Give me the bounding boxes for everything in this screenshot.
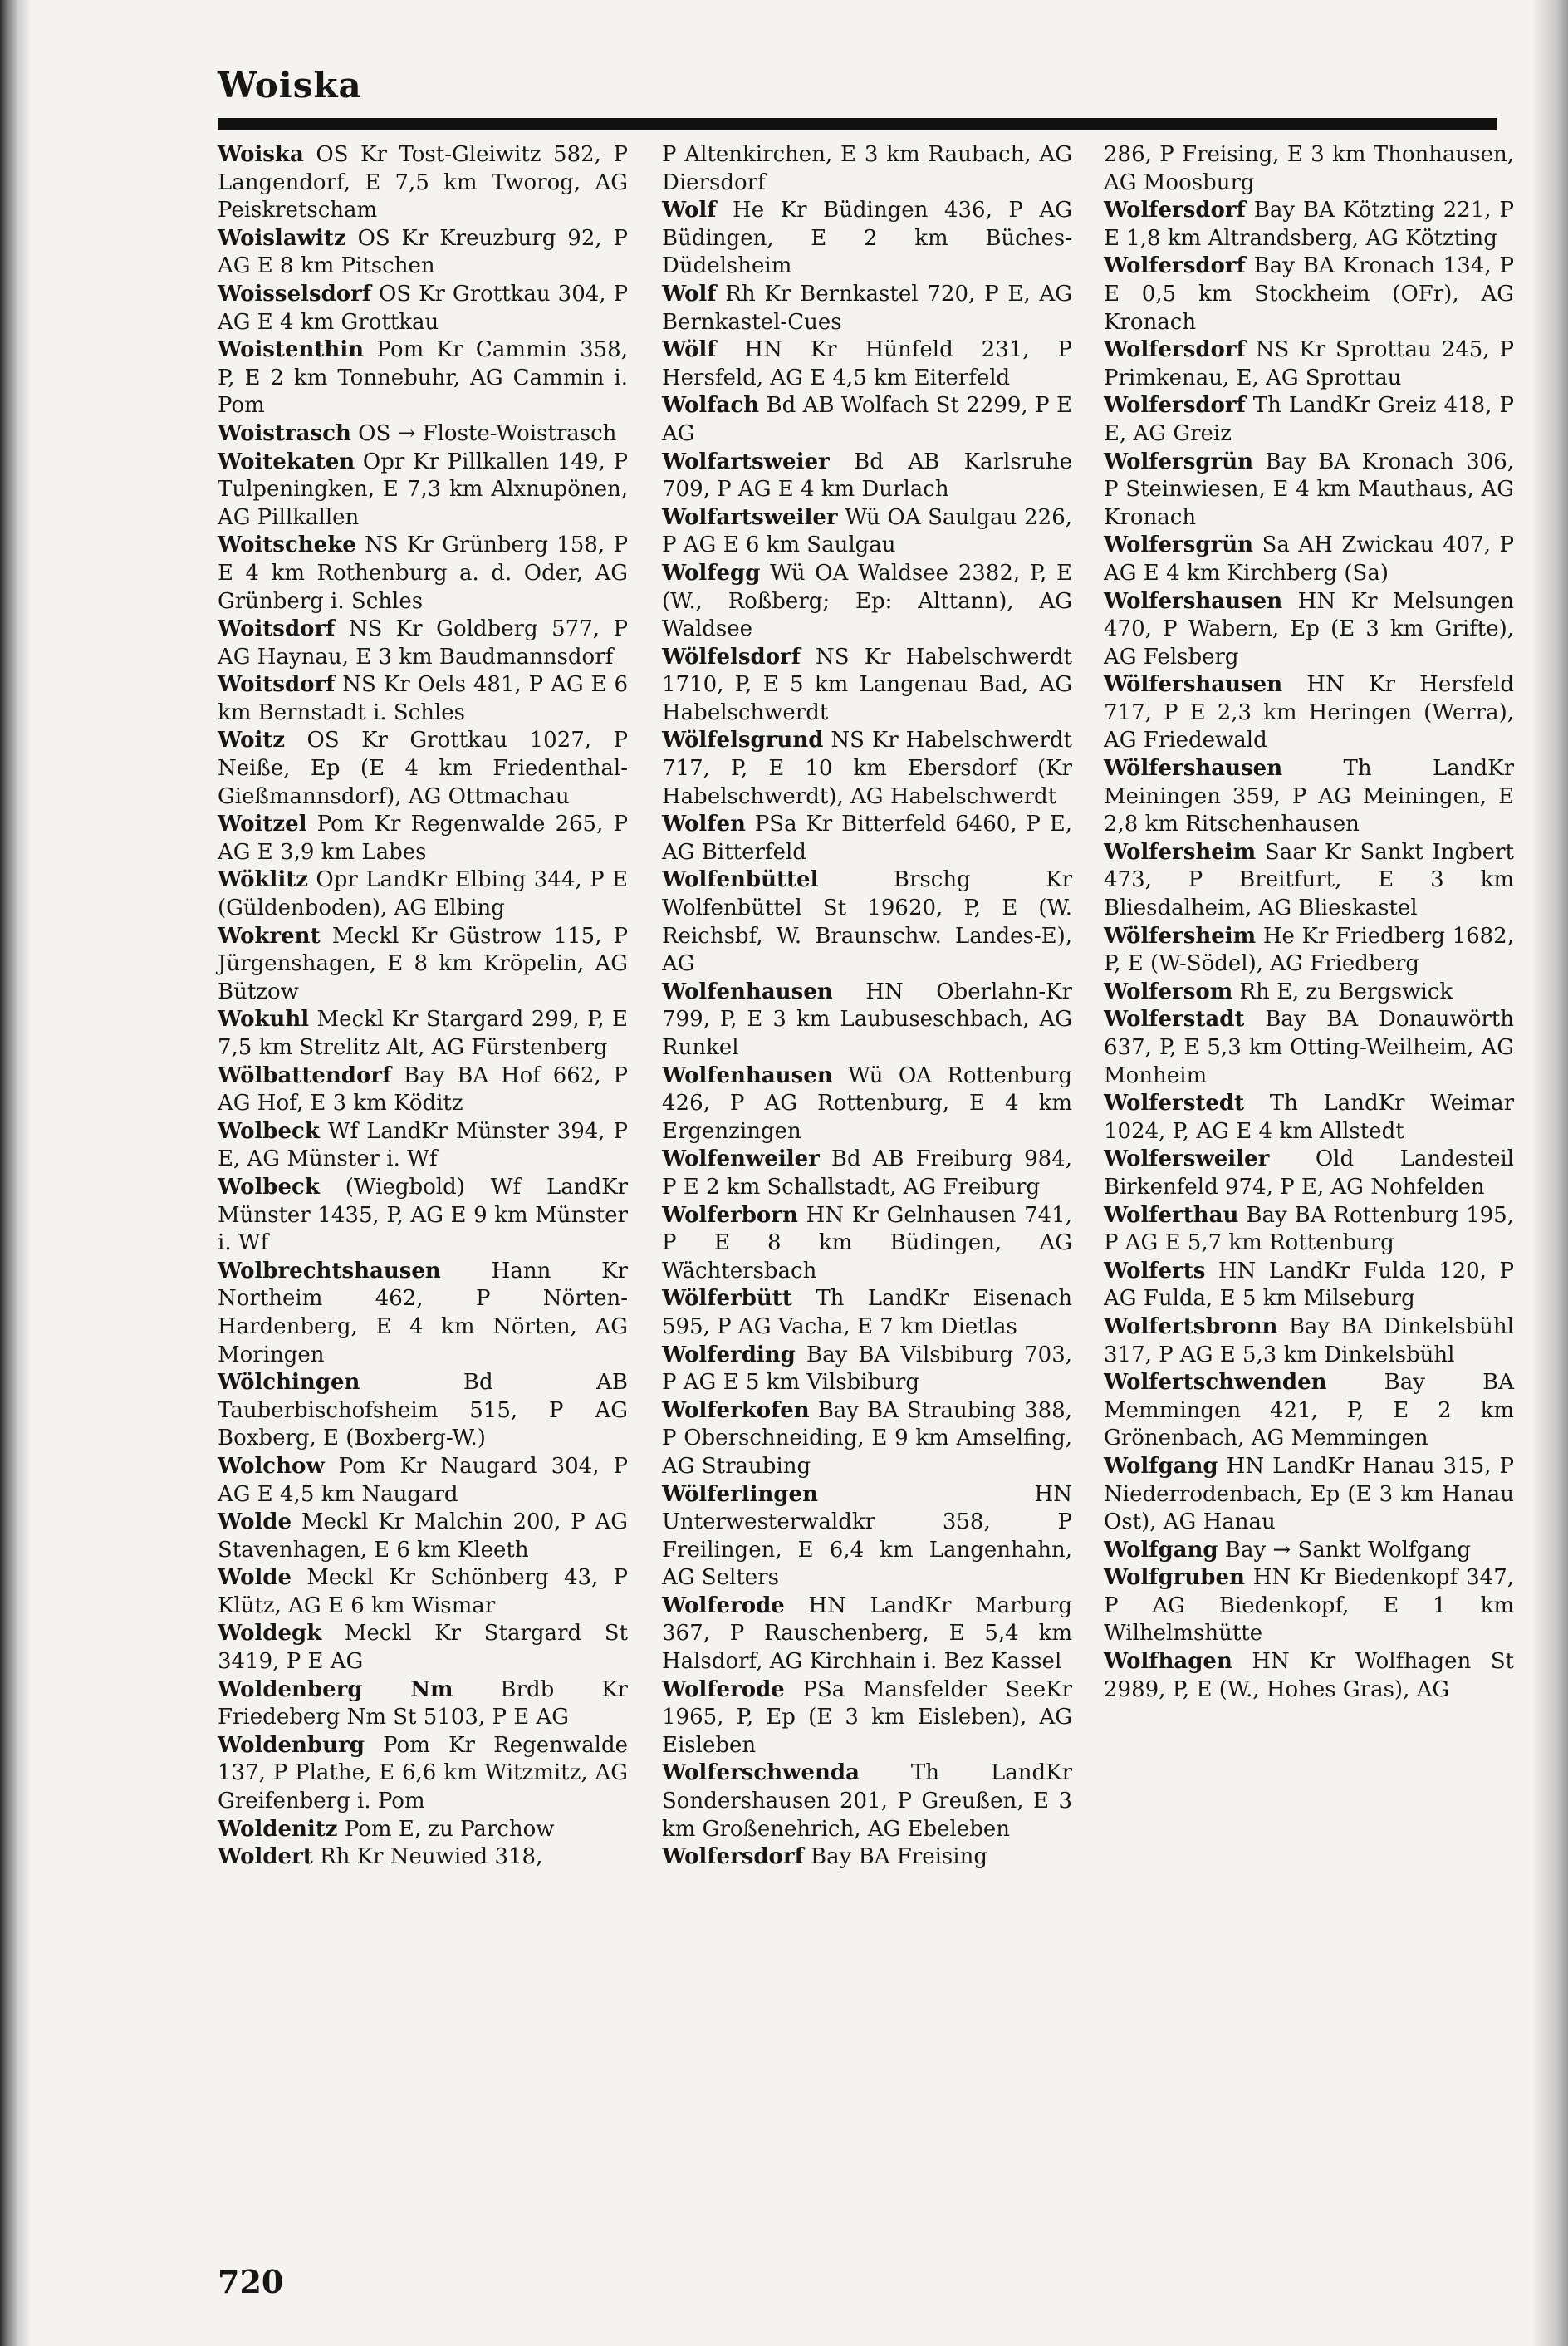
entry-headword: Wolfersdorf — [1104, 337, 1246, 363]
entry-headword: Woitz — [218, 728, 286, 753]
entry-headword: Woitzel — [218, 812, 307, 837]
entry-text: Th LandKr Meiningen 359, P AG Meiningen, E 2,8 km Ritschenhausen — [1104, 756, 1514, 837]
entry-headword: Wolfartsweiler — [662, 504, 838, 530]
entry-text: OS Kr Grottkau 1027, P Neiße, Ep (E 4 km Friedenthal-Gießmannsdorf), AG Ottmachau — [218, 728, 628, 809]
entry-text: HN Kr Hersfeld 717, P E 2,3 km Heringen (Werra), AG Friedewald — [1104, 672, 1514, 753]
gazetteer-entry — [218, 1006, 628, 1062]
entry-text: Rh Kr Bernkastel 720, P E, AG Bernkastel-Cues — [662, 281, 1072, 335]
entry-headword: Wolfersdorf — [1104, 253, 1246, 279]
entry-text: Bd AB Wolfach St 2299, P E AG — [662, 393, 1072, 446]
gazetteer-entry — [218, 811, 628, 866]
gazetteer-entry — [662, 560, 1072, 644]
entry-text: HN LandKr Fulda 120, P AG Fulda, E 5 km Milseburg — [1104, 1258, 1514, 1312]
entry-text: Meckl Kr Stargard 299, P, E 7,5 km Strelitz Alt, AG Fürstenberg — [218, 1007, 628, 1060]
entry-headword: Wolferode — [662, 1676, 785, 1702]
gazetteer-entry — [218, 1816, 628, 1844]
entry-text: Saar Kr Sankt Ingbert 473, P Breitfurt, E 3 km Bliesdalheim, AG Blieskastel — [1104, 839, 1514, 921]
entry-text: Meckl Kr Güstrow 115, P Jürgenshagen, E 8 km Kröpelin, AG Bützow — [218, 923, 628, 1004]
entry-text: Bay BA Kötzting 221, P E 1,8 km Altrandsberg, AG Kötzting — [1104, 198, 1514, 251]
entry-headword: Wolfach — [662, 393, 760, 419]
entry-headword: Wolferode — [662, 1593, 785, 1618]
entry-headword: Woislawitz — [218, 225, 346, 251]
gazetteer-entry — [662, 336, 1072, 392]
entry-headword: Wolfartsweier — [662, 449, 830, 474]
entry-headword: Woistrasch — [218, 420, 351, 446]
entry-headword: Wolferkofen — [662, 1397, 810, 1423]
gazetteer-entry — [218, 1258, 628, 1369]
entry-text: Bay BA Memmingen 421, P, E 2 km Grönenbach, AG Memmingen — [1104, 1370, 1514, 1451]
entry-headword: Wolde — [218, 1509, 292, 1535]
entry-text: NS Kr Oels 481, P AG E 6 km Bernstadt i. Schles — [218, 672, 628, 725]
entry-headword: Wolbeck — [218, 1174, 320, 1200]
entry-headword: Wölferlingen — [662, 1481, 819, 1507]
gazetteer-entry — [218, 336, 628, 420]
entry-headword: Woistenthin — [218, 337, 365, 363]
entry-text: Meckl Kr Schönberg 43, P Klütz, AG E 6 km Wismar — [218, 1565, 628, 1618]
gazetteer-entry — [218, 616, 628, 671]
entry-text: Pom Kr Regenwalde 137, P Plathe, E 6,6 km Witzmitz, AG Greifenberg i. Pom — [218, 1732, 628, 1814]
entry-headword: Wolfhagen — [1104, 1649, 1232, 1675]
entry-text: Old Landesteil Birkenfeld 974, P E, AG Nohfelden — [1104, 1146, 1514, 1200]
gazetteer-entry — [662, 866, 1072, 978]
entry-text: Bay BA Kronach 306, P Steinwiesen, E 4 km Mauthaus, AG Kronach — [1104, 449, 1514, 530]
entry-headword: Wokrent — [218, 923, 321, 949]
entry-text: Bay BA Kronach 134, P E 0,5 km Stockheim (OFr), AG Kronach — [1104, 253, 1514, 335]
gazetteer-entry — [1104, 253, 1514, 336]
entry-headword: Wolfgruben — [1104, 1565, 1245, 1591]
gazetteer-entry — [1104, 1146, 1514, 1201]
entry-text: (Wiegbold) Wf LandKr Münster 1435, P, AG E 9 km Münster i. Wf — [218, 1174, 628, 1256]
gazetteer-entry — [218, 1369, 628, 1453]
scan-edge-left — [0, 0, 32, 2346]
entry-text: HN Kr Melsungen 470, P Wabern, Ep (E 3 km Grifte), AG Felsberg — [1104, 588, 1514, 670]
entry-text: Pom Kr Naugard 304, P AG E 4,5 km Naugard — [218, 1453, 628, 1507]
gazetteer-entry — [662, 1760, 1072, 1843]
gazetteer-entry — [662, 1285, 1072, 1341]
entry-text: Brschg Kr Wolfenbüttel St 19620, P, E (W. Reichsbf, W. Braunschw. Landes-E), AG — [662, 867, 1072, 977]
gazetteer-entry — [218, 727, 628, 811]
entry-text: Wü OA Rottenburg 426, P AG Rottenburg, E 4 km Ergenzingen — [662, 1063, 1072, 1144]
column-2 — [662, 141, 1072, 1872]
gazetteer-entry — [1104, 532, 1514, 587]
entry-text: Hann Kr Northeim 462, P Nörten-Hardenberg, E 4 km Nörten, AG Moringen — [218, 1258, 628, 1367]
gazetteer-entry — [218, 281, 628, 336]
gazetteer-entry — [218, 671, 628, 727]
gazetteer-entry — [1104, 1090, 1514, 1146]
entry-headword: Woitekaten — [218, 449, 355, 474]
entry-headword: Woitscheke — [218, 533, 356, 558]
entry-headword: Wolferthau — [1104, 1202, 1239, 1228]
entry-headword: Woldert — [218, 1844, 313, 1870]
gazetteer-entry — [662, 504, 1072, 560]
entry-text: Meckl Kr Stargard St 3419, P E AG — [218, 1621, 628, 1675]
entry-text: Sa AH Zwickau 407, P AG E 4 km Kirchberg (Sa) — [1104, 533, 1514, 586]
entry-headword: Wolfertsbronn — [1104, 1313, 1278, 1339]
entry-text: NS Kr Grünberg 158, P E 4 km Rothenburg a. d. Oder, AG Grünberg i. Schles — [218, 533, 628, 614]
gazetteer-entry — [1104, 1313, 1514, 1369]
entry-headword: Woldenburg — [218, 1732, 365, 1758]
entry-text: NS Kr Goldberg 577, P AG Haynau, E 3 km Baudmannsdorf — [218, 616, 628, 670]
gazetteer-entry — [218, 225, 628, 281]
gazetteer-entry — [218, 1453, 628, 1509]
gazetteer-entry — [1104, 588, 1514, 672]
gazetteer-entry — [218, 866, 628, 922]
gazetteer-entry — [662, 1481, 1072, 1593]
entry-text: Rh E, zu Bergswick — [1232, 979, 1453, 1004]
gazetteer-entry — [662, 1202, 1072, 1286]
entry-headword: Wolbrechtshausen — [218, 1258, 441, 1283]
entry-text: PSa Mansfelder SeeKr 1965, P, Ep (E 3 km Eisleben), AG Eisleben — [662, 1676, 1072, 1758]
gazetteer-entry — [662, 1146, 1072, 1201]
gazetteer-entry — [218, 449, 628, 533]
entry-headword: Woldenberg Nm — [218, 1676, 453, 1702]
entry-headword: Wolf — [662, 281, 717, 307]
gazetteer-entry — [662, 1397, 1072, 1481]
entry-text: HN Kr Wolfhagen St 2989, P, E (W., Hohes Gras), AG — [1104, 1649, 1514, 1702]
running-head: Woiska — [218, 65, 362, 106]
gazetteer-entry — [218, 1843, 628, 1872]
gazetteer-entry — [218, 923, 628, 1007]
gazetteer-entry — [1104, 336, 1514, 392]
entry-headword: Wolfersgrün — [1104, 449, 1254, 474]
entry-headword: Wolfgang — [1104, 1537, 1218, 1563]
entry-headword: Wolferding — [662, 1342, 796, 1367]
page-number: 720 — [218, 2263, 284, 2300]
entry-headword: Wölchingen — [218, 1370, 360, 1396]
gazetteer-entry — [1104, 923, 1514, 979]
entry-text: HN Kr Biedenkopf 347, P AG Biedenkopf, E 1 km Wilhelmshütte — [1104, 1565, 1514, 1647]
entry-text: Rh Kr Neuwied 318, — [312, 1844, 543, 1870]
column-3 — [1104, 141, 1514, 1704]
entry-text: Pom E, zu Parchow — [337, 1816, 555, 1842]
gazetteer-entry — [1104, 1258, 1514, 1313]
entry-headword: Wolferts — [1104, 1258, 1206, 1283]
gazetteer-entry — [1104, 979, 1514, 1007]
entry-headword: Woisselsdorf — [218, 281, 372, 307]
entry-text: HN LandKr Hanau 315, P Niederrodenbach, Ep (E 3 km Hanau Ost), AG Hanau — [1104, 1453, 1514, 1535]
entry-text: Opr LandKr Elbing 344, P E (Güldenboden), AG Elbing — [218, 867, 628, 921]
entry-text: Th LandKr Sondershausen 201, P Greußen, E 3 km Großenehrich, AG Ebeleben — [662, 1760, 1072, 1842]
entry-text: He Kr Friedberg 1682, P, E (W-Södel), AG Friedberg — [1104, 923, 1514, 977]
gazetteer-entry — [662, 141, 1072, 197]
entry-headword: Woitsdorf — [218, 672, 336, 698]
entry-headword: Wolfen — [662, 812, 746, 837]
gazetteer-entry — [662, 1063, 1072, 1146]
entry-headword: Wolferschwenda — [662, 1760, 860, 1786]
entry-headword: Wölfersheim — [1104, 923, 1257, 949]
entry-text: Th LandKr Eisenach 595, P AG Vacha, E 7 km Dietlas — [662, 1286, 1072, 1339]
gazetteer-entry — [218, 1620, 628, 1676]
entry-text: NS Kr Sprottau 245, P Primkenau, E, AG Sprottau — [1104, 337, 1514, 390]
gazetteer-entry — [1104, 197, 1514, 253]
entry-headword: Wolbeck — [218, 1118, 320, 1144]
entry-text: P Altenkirchen, E 3 km Raubach, AG Diersdorf — [662, 142, 1072, 195]
entry-headword: Wolferborn — [662, 1202, 798, 1228]
gazetteer-entry — [662, 644, 1072, 728]
entry-headword: Wolferstadt — [1104, 1007, 1245, 1033]
gazetteer-entry — [662, 811, 1072, 866]
gazetteer-entry — [1104, 839, 1514, 923]
entry-text: Wf LandKr Münster 394, P E, AG Münster i. Wf — [218, 1118, 628, 1172]
entry-headword: Wölf — [662, 337, 717, 363]
entry-headword: Woitsdorf — [218, 616, 336, 642]
entry-text: OS Kr Grottkau 304, P AG E 4 km Grottkau — [218, 281, 628, 335]
gazetteer-entry — [1104, 141, 1514, 197]
entry-headword: Wokuhl — [218, 1007, 310, 1033]
gazetteer-entry — [218, 1676, 628, 1732]
entry-headword: Wolfersweiler — [1104, 1146, 1270, 1172]
entry-headword: Woldegk — [218, 1621, 322, 1647]
gazetteer-entry — [662, 1593, 1072, 1676]
entry-headword: Wolfershausen — [1104, 588, 1283, 614]
entry-headword: Wolde — [218, 1565, 292, 1591]
entry-text: HN Unterwesterwaldkr 358, P Freilingen, E 6,4 km Langenhahn, AG Selters — [662, 1481, 1072, 1591]
entry-headword: Wolfgang — [1104, 1453, 1218, 1479]
gazetteer-entry — [1104, 1369, 1514, 1453]
column-1 — [218, 141, 628, 1872]
gazetteer-entry — [218, 1564, 628, 1620]
gazetteer-entry — [1104, 1537, 1514, 1565]
gazetteer-entry — [218, 1063, 628, 1118]
gazetteer-entry — [218, 1174, 628, 1258]
entry-headword: Wolfertschwenden — [1104, 1370, 1327, 1396]
entry-headword: Wolfersdorf — [1104, 198, 1246, 223]
entry-headword: Wolfersdorf — [1104, 393, 1246, 419]
entry-text: 286, P Freising, E 3 km Thonhausen, AG Moosburg — [1104, 142, 1514, 195]
entry-headword: Wölfelsdorf — [662, 644, 801, 670]
gazetteer-entry — [218, 1118, 628, 1174]
gazetteer-entry — [1104, 755, 1514, 839]
entry-headword: Wölferbütt — [662, 1286, 792, 1312]
entry-text: NS Kr Habelschwerdt 717, P, E 10 km Ebersdorf (Kr Habelschwerdt), AG Habelschwerdt — [662, 728, 1072, 809]
entry-headword: Wolfersgrün — [1104, 533, 1254, 558]
entry-text: HN Kr Hünfeld 231, P Hersfeld, AG E 4,5 km Eiterfeld — [662, 337, 1072, 390]
gazetteer-entry — [1104, 1564, 1514, 1648]
entry-text: OS Kr Tost-Gleiwitz 582, P Langendorf, E 7,5 km Tworog, AG Peiskretscham — [218, 142, 628, 223]
gazetteer-entry — [662, 449, 1072, 504]
gazetteer-entry — [218, 141, 628, 225]
gazetteer-entry — [662, 281, 1072, 336]
entry-text: Bd AB Freiburg 984, P E 2 km Schallstadt, AG Freiburg — [662, 1146, 1072, 1200]
entry-text: PSa Kr Bitterfeld 6460, P E, AG Bitterfeld — [662, 812, 1072, 865]
entry-headword: Wölfershausen — [1104, 756, 1283, 782]
gazetteer-entry — [1104, 1006, 1514, 1090]
entry-headword: Wolferstedt — [1104, 1091, 1245, 1117]
entry-headword: Wöklitz — [218, 867, 308, 893]
entry-text: Opr Kr Pillkallen 149, P Tulpeningken, E 7,3 km Alxnupönen, AG Pillkallen — [218, 449, 628, 530]
gazetteer-entry — [662, 979, 1072, 1063]
entry-headword: Wölbattendorf — [218, 1063, 392, 1088]
entry-text: Bay BA Donauwörth 637, P, E 5,3 km Otting-Weilheim, AG Monheim — [1104, 1007, 1514, 1088]
entry-headword: Wolfenhausen — [662, 979, 833, 1004]
gazetteer-entry — [1104, 392, 1514, 448]
entry-text: Bd AB Karlsruhe 709, P AG E 4 km Durlach — [662, 449, 1072, 503]
entry-headword: Woiska — [218, 142, 304, 167]
entry-headword: Wolfersdorf — [662, 1844, 804, 1870]
entry-headword: Wolfenweiler — [662, 1146, 820, 1172]
gazetteer-entry — [218, 1509, 628, 1564]
gazetteer-entry — [662, 392, 1072, 448]
header-rule — [218, 118, 1497, 130]
entry-text: He Kr Büdingen 436, P AG Büdingen, E 2 km Büches-Düdelsheim — [662, 198, 1072, 279]
gazetteer-entry — [662, 727, 1072, 811]
entry-text: HN LandKr Marburg 367, P Rauschenberg, E 5,4 km Halsdorf, AG Kirchhain i. Bez Kassel — [662, 1593, 1072, 1675]
entry-text: Th LandKr Greiz 418, P E, AG Greiz — [1104, 393, 1514, 446]
entry-headword: Wolfersheim — [1104, 839, 1257, 865]
gazetteer-entry — [662, 1676, 1072, 1760]
entry-text: OS → Floste-Woistrasch — [350, 420, 617, 446]
entry-text: Brdb Kr Friedeberg Nm St 5103, P E AG — [218, 1676, 628, 1730]
gazetteer-entry — [218, 1732, 628, 1816]
entry-text: Bay BA Freising — [803, 1844, 987, 1870]
scan-edge-right — [1531, 0, 1568, 2346]
gazetteer-entry — [662, 1342, 1072, 1397]
gazetteer-entry — [218, 420, 628, 449]
entry-text: HN Oberlahn-Kr 799, P, E 3 km Laubuseschbach, AG Runkel — [662, 979, 1072, 1060]
entry-text: Bay BA Dinkelsbühl 317, P AG E 5,3 km Dinkelsbühl — [1104, 1313, 1514, 1367]
entry-text: Bay → Sankt Wolfgang — [1218, 1537, 1472, 1563]
entry-text: OS Kr Kreuzburg 92, P AG E 8 km Pitschen — [218, 225, 628, 279]
entry-headword: Woldenitz — [218, 1816, 338, 1842]
entry-text: Wü OA Waldsee 2382, P, E (W., Roßberg; Ep: Alttann), AG Waldsee — [662, 560, 1072, 642]
entry-text: Bay BA Vilsbiburg 703, P AG E 5 km Vilsbiburg — [662, 1342, 1072, 1396]
gazetteer-entry — [1104, 1202, 1514, 1258]
entry-headword: Wölfershausen — [1104, 672, 1283, 698]
entry-headword: Wolchow — [218, 1453, 325, 1479]
entry-headword: Wolfenhausen — [662, 1063, 833, 1088]
gazetteer-entry — [1104, 449, 1514, 533]
entry-text: Th LandKr Weimar 1024, P, AG E 4 km Allstedt — [1104, 1091, 1514, 1144]
entry-text: Bd AB Tauberbischofsheim 515, P AG Boxberg, E (Boxberg-W.) — [218, 1370, 628, 1451]
gazetteer-entry — [1104, 1648, 1514, 1704]
entry-text: Bay BA Straubing 388, P Oberschneiding, E 9 km Amselfing, AG Straubing — [662, 1397, 1072, 1479]
entry-text: Pom Kr Cammin 358, P, E 2 km Tonnebuhr, AG Cammin i. Pom — [218, 337, 628, 419]
entry-headword: Wolfenbüttel — [662, 867, 819, 893]
gazetteer-entry — [662, 1843, 1072, 1872]
entry-headword: Wolfersom — [1104, 979, 1233, 1004]
entry-headword: Wolfegg — [662, 560, 761, 586]
entry-text: NS Kr Habelschwerdt 1710, P, E 5 km Langenau Bad, AG Habelschwerdt — [662, 644, 1072, 725]
gazetteer-entry — [1104, 671, 1514, 755]
entry-text: Bay BA Rottenburg 195, P AG E 5,7 km Rottenburg — [1104, 1202, 1514, 1256]
gazetteer-entry — [218, 532, 628, 616]
gazetteer-entry — [662, 197, 1072, 281]
entry-text: HN Kr Gelnhausen 741, P E 8 km Büdingen, AG Wächtersbach — [662, 1202, 1072, 1283]
entry-headword: Wolf — [662, 198, 717, 223]
entry-text: Wü OA Saulgau 226, P AG E 6 km Saulgau — [662, 504, 1072, 558]
entry-text: Meckl Kr Malchin 200, P AG Stavenhagen, E 6 km Kleeth — [218, 1509, 628, 1563]
entry-headword: Wölfelsgrund — [662, 728, 824, 753]
entry-text: Bay BA Hof 662, P AG Hof, E 3 km Köditz — [218, 1063, 628, 1117]
entry-text: Pom Kr Regenwalde 265, P AG E 3,9 km Labes — [218, 812, 628, 865]
gazetteer-entry — [1104, 1453, 1514, 1537]
